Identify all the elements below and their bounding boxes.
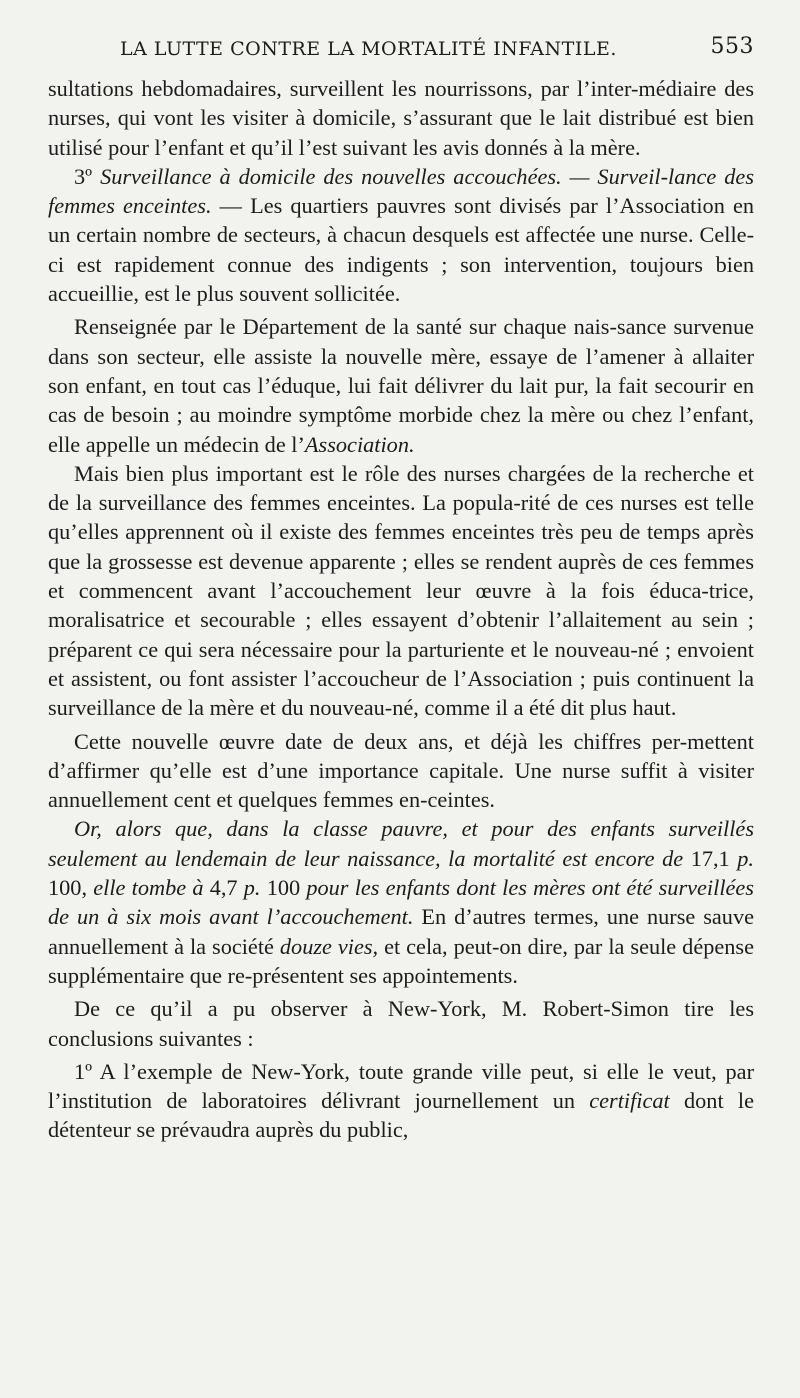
paragraph-8: 1º A l’exemple de New-York, toute grande ville peut, si elle le veut, par l’institution de laboratoires délivrant journellement un certificat dont le détenteur se prévaudra auprès du public,	[48, 1058, 754, 1143]
paragraph-1: sultations hebdomadaires, surveillent les nourrissons, par l’inter-médiaire des nurses, qui vont les visiter à domicile, s’assurant que le lait distribué est bien utilisé pour l’enfant et qu’il l’est suivant les avis donnés à la mère.	[48, 76, 754, 160]
section-heading: Surveillance à domicile des nouvelles accouchées. — Surveil-lance des femmes enceintes.	[48, 163, 755, 219]
paragraph-3: Renseignée par le Département de la santé sur chaque nais-sance survenue dans son secteur, elle assiste la nouvelle mère, essaye de l’amener à allaiter son enfant, en tout cas l’éduque, lui fait délivrer du lait pur, la fait secourir en cas de besoin ; au moindre symptôme morbide chez la mère ou chez l’enfant, elle appelle un médecin de l’Association.	[48, 314, 754, 457]
paragraph-2	[48, 162, 754, 308]
paragraph-2-text: — Les quartiers pauvres sont divisés par l’Association en un certain nombre de secteurs, à chacun desquels est affectée une nurse. Celle-ci est rapidement connue des indigents ; son intervention, toujours bien accueillie, est le plus souvent sollicitée.	[48, 193, 755, 307]
paragraph-6: Or, alors que, dans la classe pauvre, et pour des enfants surveillés seulement au lendemain de leur naissance, la mortalité est encore de 17,1 p. 100, elle tombe à 4,7 p. 100 pour les enfants dont les mères ont été surveillées de un à six mois avant l’accouchement. En d’autres termes, une nurse sauve annuellement à la société douze vies, et cela, peut-on dire, par la seule dépense supplémentaire que re-présentent ses appointements.	[48, 816, 754, 988]
section-number: 3º	[74, 163, 101, 189]
paragraph-7: De ce qu’il a pu observer à New-York, M. Robert-Simon tire les conclusions suivantes :	[48, 996, 754, 1051]
page-number: 553	[710, 34, 754, 59]
paragraph-5: Cette nouvelle œuvre date de deux ans, et déjà les chiffres per-mettent d’affirmer qu’elle est d’une importance capitale. Une nurse suffit à visiter annuellement cent et quelques femmes en-ceintes.	[48, 728, 754, 813]
paragraph-4: Mais bien plus important est le rôle des nurses chargées de la recherche et de la surveillance des femmes enceintes. La popula-rité de ces nurses est telle qu’elles apprennent où il existe des femmes enceintes très peu de temps après que la grossesse est devenue apparente ; elles se rendent auprès de ces femmes et commencent avant l’accouchement leur œuvre à la fois éduca-trice, moralisatrice et secourable ; elles essayent d’obtenir l’allaitement au sein ; préparent ce qui sera nécessaire pour la parturiente et le nouveau-né ; envoient et assistent, ou font assister l’accoucheur de l’Association ; puis continuent la surveillance de la mère et du nouveau-né, comme il a été dit plus haut.	[48, 460, 754, 721]
running-title: LA LUTTE CONTRE LA MORTALITÉ INFANTILE.	[120, 38, 617, 60]
body-text	[48, 74, 754, 1145]
